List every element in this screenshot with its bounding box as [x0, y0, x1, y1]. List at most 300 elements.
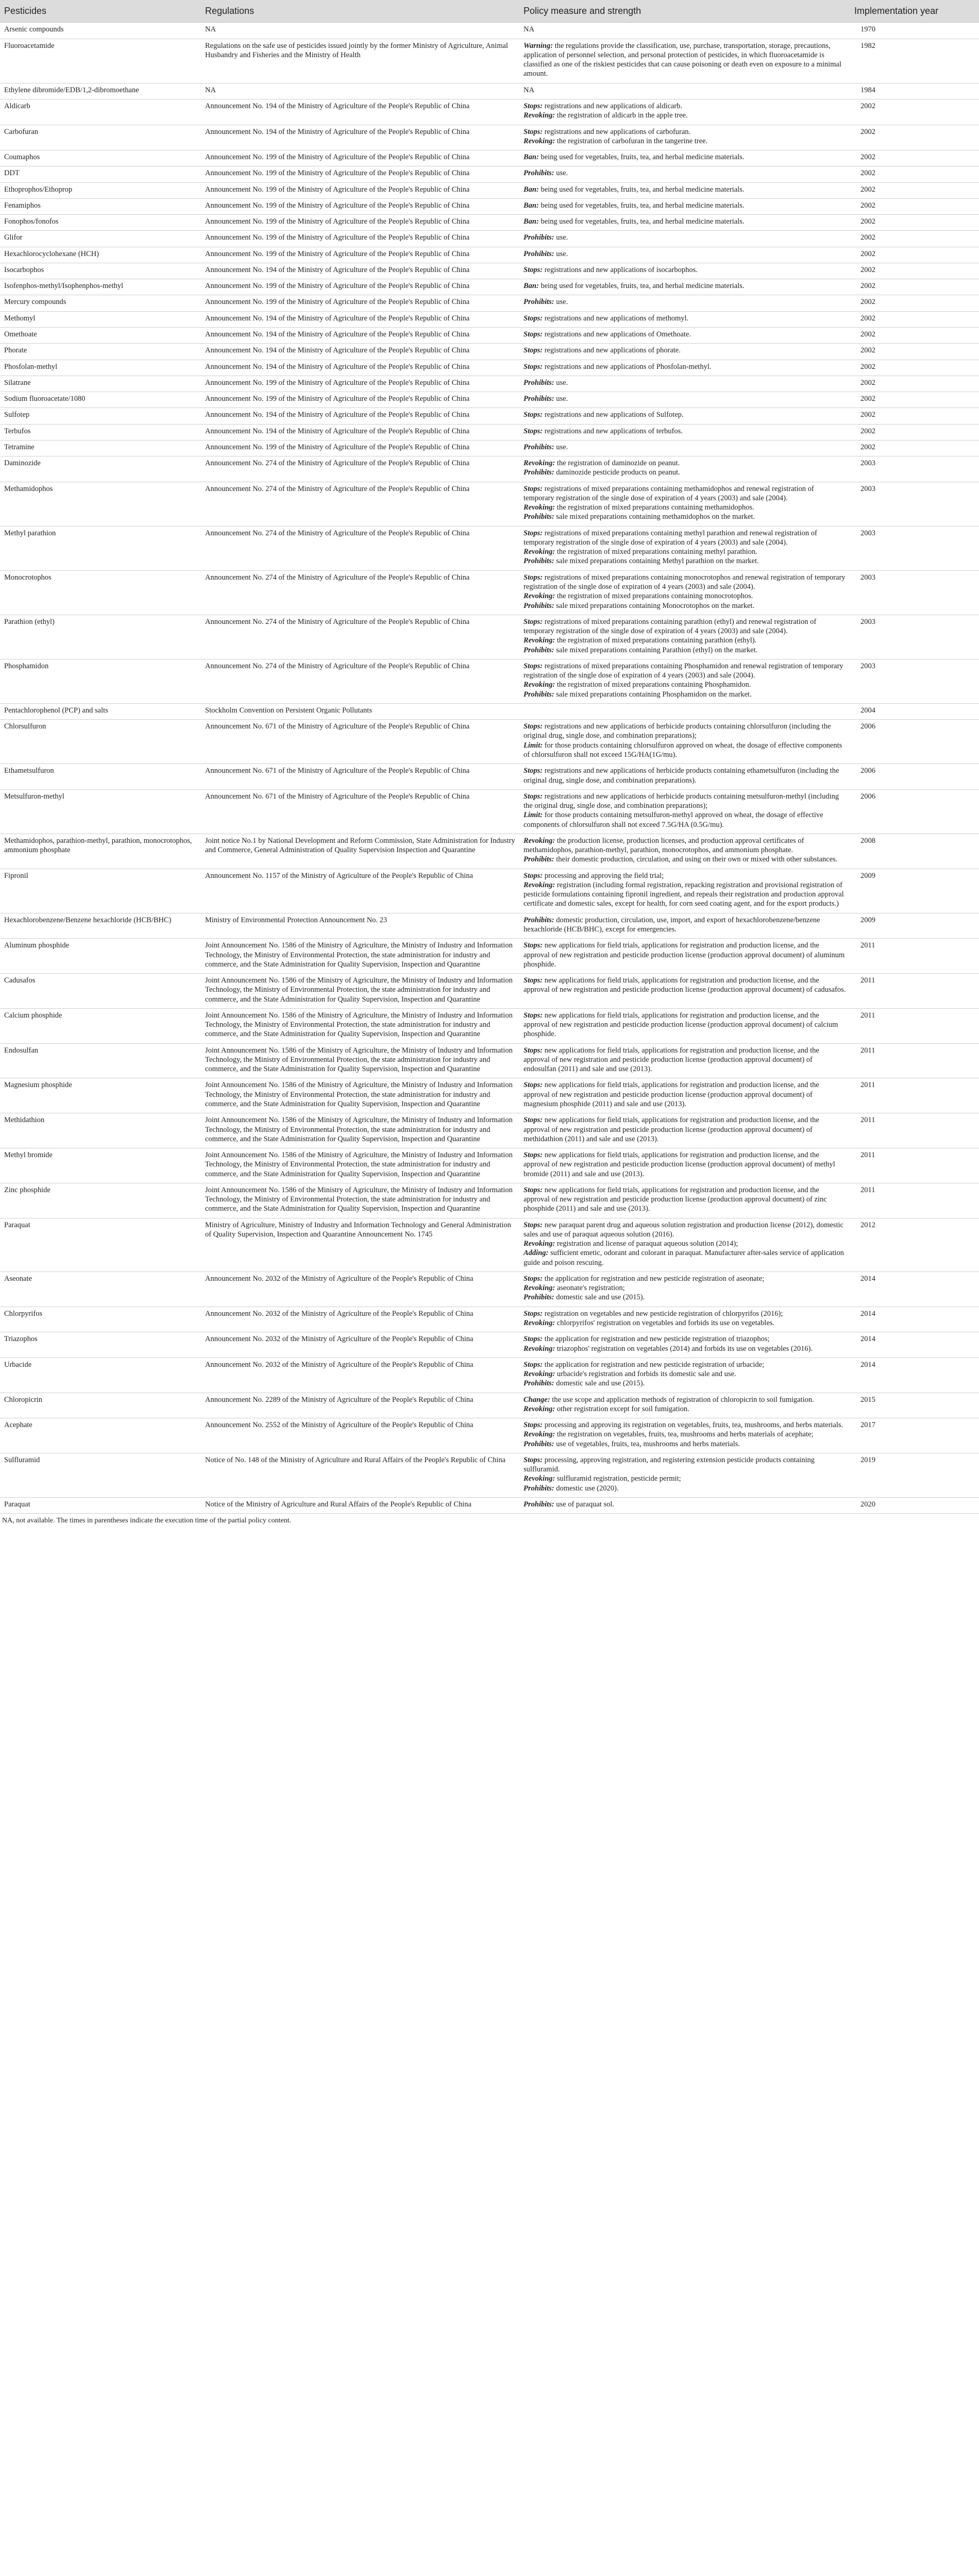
- policy-keyword: Stops:: [524, 767, 543, 775]
- policy-text: the use scope and application methods of registration of chloropicrin to soil fumigation.: [550, 1395, 814, 1404]
- policy-keyword: Prohibits:: [524, 557, 554, 566]
- regulation-cell: Announcement No. 274 of the Ministry of Agriculture of the People's Republic of China: [201, 482, 519, 526]
- implementation-year-cell: 2011: [850, 1008, 979, 1043]
- policy-keyword: Ban:: [524, 201, 539, 210]
- policy-line: [524, 1455, 846, 1475]
- table-row: [0, 764, 979, 790]
- regulation-cell: Announcement No. 274 of the Ministry of Agriculture of the People's Republic of China: [201, 615, 519, 659]
- policy-line: [524, 880, 846, 909]
- policy-line: [524, 111, 846, 120]
- policy-keyword: Revoking:: [524, 1370, 555, 1379]
- policy-line: [524, 1369, 846, 1379]
- policy-text: sufficient emetic, odorant and colorant in paraquat. Manufacturer after-sales service of application guide and poison rescuing.: [524, 1249, 844, 1267]
- pesticide-name-cell: Tetramine: [0, 440, 201, 456]
- policy-measure-cell: [519, 456, 850, 482]
- policy-text: being used for vegetables, fruits, tea, and herbal medicine materials.: [538, 185, 745, 194]
- policy-line: [524, 1115, 846, 1144]
- policy-text: the production license, production licenses, and production approval certificates of methamidophos, parathion-methyl, parathion, monocrotophos, and ammonium phosphate.: [524, 836, 804, 855]
- pesticide-name-cell: Zinc phosphide: [0, 1183, 201, 1218]
- regulation-cell: Joint Announcement No. 1586 of the Ministry of Agriculture, the Ministry of Industry and Information Technology, the Ministry of Environmental Protection, the state administration for industry and commerce, and the State Administration for Quality Supervision, Inspection and Quarantine: [201, 1148, 519, 1183]
- policy-keyword: Revoking:: [524, 880, 555, 889]
- policy-text: processing and approving the field trial;: [543, 871, 664, 880]
- implementation-year-cell: 2012: [850, 1218, 979, 1272]
- policy-text: other registration except for soil fumigation.: [555, 1404, 689, 1413]
- implementation-year-cell: 2003: [850, 615, 979, 659]
- policy-text: registrations and new applications of Omethoate.: [543, 330, 691, 338]
- policy-line: [524, 1011, 846, 1039]
- policy-text: domestic sale and use (2015).: [554, 1293, 645, 1302]
- implementation-year-cell: 2011: [850, 939, 979, 974]
- policy-keyword: Stops:: [524, 529, 543, 537]
- policy-measure-cell: [519, 764, 850, 790]
- policy-measure-cell: [519, 703, 850, 719]
- policy-measure-cell: [519, 939, 850, 974]
- policy-keyword: Revoking:: [524, 1240, 555, 1248]
- policy-keyword: Revoking:: [524, 1344, 555, 1353]
- policy-text: use.: [554, 233, 568, 242]
- implementation-year-cell: 2002: [850, 279, 979, 295]
- policy-keyword: Stops:: [524, 1221, 543, 1229]
- policy-text: new applications for field trials, applications for registration and production license, and the approval of new registration and pesticide production license (production approval document) of cadusafos.: [524, 976, 846, 994]
- table-row: [0, 1358, 979, 1393]
- implementation-year-cell: 2002: [850, 344, 979, 360]
- implementation-year-cell: 2002: [850, 198, 979, 214]
- policy-measure-cell: [519, 1113, 850, 1148]
- table-row: [0, 263, 979, 279]
- table-row: [0, 295, 979, 311]
- policy-text: new applications for field trials, applications for registration and production license, and the approval of new registration and pesticide production license (production approval document) of calcium phosphide.: [524, 1011, 838, 1039]
- regulation-cell: Announcement No. 199 of the Ministry of Agriculture of the People's Republic of China: [201, 247, 519, 263]
- table-row: [0, 279, 979, 295]
- policy-text: registrations and new applications of herbicide products containing chlorsulfuron (including the original drug, single dose, and combination preparations);: [524, 722, 831, 740]
- policy-text: the registration of mixed preparations containing methyl parathion.: [555, 548, 757, 556]
- policy-keyword: Prohibits:: [524, 690, 554, 699]
- policy-line: [524, 330, 846, 339]
- table-row: [0, 231, 979, 247]
- table-row: [0, 83, 979, 99]
- policy-keyword: Prohibits:: [524, 298, 554, 307]
- implementation-year-cell: 2002: [850, 150, 979, 166]
- policy-text: for those products containing metsulfuron-methyl approved on wheat, the dosage of effective components of chlorsulfuron shall not exceed 7.5G/HA (0.5G/mu).: [524, 811, 823, 829]
- regulation-cell: Announcement No. 1157 of the Ministry of Agriculture of the People's Republic of China: [201, 869, 519, 913]
- implementation-year-cell: 2014: [850, 1272, 979, 1307]
- pesticide-name-cell: Aseonate: [0, 1272, 201, 1307]
- pesticide-name-cell: Ethylene dibromide/EDB/1,2-dibromoethane: [0, 83, 201, 99]
- policy-text: daminozide pesticide products on peanut.: [554, 468, 680, 477]
- policy-measure-cell: [519, 526, 850, 570]
- policy-line: [524, 1283, 846, 1293]
- implementation-year-cell: 2006: [850, 764, 979, 790]
- pesticide-name-cell: Glifor: [0, 231, 201, 247]
- implementation-year-cell: 2002: [850, 215, 979, 231]
- policy-measure-cell: [519, 1358, 850, 1393]
- policy-keyword: Stops:: [524, 1274, 543, 1283]
- regulation-cell: Joint Announcement No. 1586 of the Ministry of Agriculture, the Ministry of Industry and Information Technology, the Ministry of Environmental Protection, the state administration for industry and commerce, and the State Administration for Quality Supervision, Inspection and Quarantine: [201, 1078, 519, 1113]
- policy-keyword: Prohibits:: [524, 378, 554, 387]
- policy-text: registrations and new applications of herbicide products containing metsulfuron-methyl (including the original drug, single dose, and combination preparations);: [524, 792, 839, 810]
- policy-measure-cell: [519, 615, 850, 659]
- policy-keyword: Stops:: [524, 573, 543, 582]
- table-header-row: [0, 0, 979, 23]
- policy-text: sale mixed preparations containing Parathion (ethyl) on the market.: [554, 646, 758, 654]
- pesticide-name-cell: Calcium phosphide: [0, 1008, 201, 1043]
- policy-text: registrations and new applications of Phosfolan-methyl.: [543, 362, 712, 371]
- policy-measure-cell: [519, 231, 850, 247]
- policy-line: [524, 185, 846, 194]
- policy-line: [524, 1360, 846, 1369]
- policy-line: [524, 810, 846, 829]
- table-row: [0, 1393, 979, 1418]
- policy-line: [524, 1185, 846, 1214]
- policy-text: domestic sale and use (2015).: [554, 1379, 645, 1388]
- pesticide-name-cell: Pentachlorophenol (PCP) and salts: [0, 703, 201, 719]
- pesticide-name-cell: Fluoroacetamide: [0, 39, 201, 83]
- regulation-cell: Announcement No. 274 of the Ministry of Agriculture of the People's Republic of China: [201, 570, 519, 615]
- table-body: [0, 23, 979, 1514]
- implementation-year-cell: 2002: [850, 408, 979, 424]
- policy-keyword: Revoking:: [524, 111, 555, 120]
- policy-keyword: Ban:: [524, 185, 539, 194]
- regulation-cell: Announcement No. 194 of the Ministry of Agriculture of the People's Republic of China: [201, 125, 519, 150]
- policy-text: the registration of mixed preparations containing parathion (ethyl).: [555, 636, 757, 645]
- policy-text: the registration of mixed preparations containing methamidophos.: [555, 503, 754, 512]
- table-row: [0, 1043, 979, 1078]
- policy-keyword: Prohibits:: [524, 513, 554, 521]
- implementation-year-cell: 1982: [850, 39, 979, 83]
- policy-line: [524, 680, 846, 689]
- regulation-cell: Announcement No. 671 of the Ministry of Agriculture of the People's Republic of China: [201, 789, 519, 834]
- pesticide-name-cell: Methamidophos: [0, 482, 201, 526]
- regulation-cell: Announcement No. 2552 of the Ministry of Agriculture of the People's Republic of China: [201, 1418, 519, 1453]
- implementation-year-cell: 2002: [850, 247, 979, 263]
- implementation-year-cell: 2009: [850, 913, 979, 939]
- policy-keyword: Prohibits:: [524, 169, 554, 178]
- policy-keyword: Stops:: [524, 662, 543, 670]
- policy-keyword: Revoking:: [524, 681, 555, 689]
- table-row: [0, 789, 979, 834]
- policy-line: [524, 1293, 846, 1302]
- policy-measure-cell: [519, 869, 850, 913]
- table-row: [0, 99, 979, 125]
- policy-keyword: Revoking:: [524, 503, 555, 512]
- policy-keyword: Stops:: [524, 871, 543, 880]
- policy-keyword: Prohibits:: [524, 601, 554, 610]
- policy-line: [524, 1430, 846, 1439]
- regulation-cell: Announcement No. 199 of the Ministry of Agriculture of the People's Republic of China: [201, 231, 519, 247]
- regulation-cell: Joint Announcement No. 1586 of the Ministry of Agriculture, the Ministry of Industry and Information Technology, the Ministry of Environmental Protection, the state administration for industry and commerce, and the State Administration for Quality Supervision, Inspection and Quarantine: [201, 1043, 519, 1078]
- regulation-cell: Announcement No. 199 of the Ministry of Agriculture of the People's Republic of China: [201, 215, 519, 231]
- policy-measure-cell: [519, 1078, 850, 1113]
- header-regulations: Regulations: [201, 0, 519, 23]
- pesticide-name-cell: Methyl bromide: [0, 1148, 201, 1183]
- policy-line: [524, 722, 846, 741]
- regulation-cell: Ministry of Agriculture, Ministry of Industry and Information Technology and General Administration of Quality Supervision, Inspection and Quarantine Announcement No. 1745: [201, 1218, 519, 1272]
- policy-line: [524, 101, 846, 111]
- policy-text: registrations and new applications of terbufos.: [543, 427, 683, 435]
- policy-text: registrations of mixed preparations containing monocrotophos and renewal registration of temporary registration of the single dose of expiration of 4 years (2003) and sale (2004).: [524, 573, 846, 591]
- policy-text: registrations and new applications of isocarbophos.: [543, 265, 698, 274]
- regulation-cell: Announcement No. 2289 of the Ministry of Agriculture of the People's Republic of China: [201, 1393, 519, 1418]
- policy-line: [524, 378, 846, 387]
- policy-line: [524, 1500, 846, 1509]
- pesticide-name-cell: Methamidophos, parathion-methyl, parathion, monocrotophos, ammonium phosphate: [0, 834, 201, 869]
- regulation-cell: Announcement No. 199 of the Ministry of Agriculture of the People's Republic of China: [201, 440, 519, 456]
- pesticide-name-cell: Hexachlorocyclohexane (HCH): [0, 247, 201, 263]
- policy-text: triazophos' registration on vegetables (2014) and forbids its use on vegetables (2016).: [555, 1344, 813, 1353]
- table-row: [0, 1148, 979, 1183]
- policy-line: [524, 137, 846, 146]
- pesticide-name-cell: Coumaphos: [0, 150, 201, 166]
- policy-line: [524, 1404, 846, 1414]
- policy-line: [524, 1439, 846, 1449]
- policy-measure-cell: [519, 327, 850, 343]
- table-row: [0, 327, 979, 343]
- pesticide-name-cell: Aluminum phosphide: [0, 939, 201, 974]
- implementation-year-cell: 2014: [850, 1332, 979, 1358]
- policy-text: aseonate's registration;: [555, 1284, 625, 1293]
- policy-line: [524, 636, 846, 645]
- policy-line: [524, 41, 846, 79]
- regulation-cell: Announcement No. 194 of the Ministry of Agriculture of the People's Republic of China: [201, 263, 519, 279]
- pesticide-name-cell: Ethoprophos/Ethoprop: [0, 182, 201, 198]
- policy-text: new paraquat parent drug and aqueous solution registration and production license (2012), domestic sales and use of paraquat aqueous solution (2016).: [524, 1221, 843, 1239]
- implementation-year-cell: 2002: [850, 182, 979, 198]
- table-row: [0, 482, 979, 526]
- table-row: [0, 1008, 979, 1043]
- pesticide-name-cell: Sulfluramid: [0, 1453, 201, 1497]
- policy-keyword: Stops:: [524, 127, 543, 136]
- policy-text: the application for registration and new pesticide registration of urbacide;: [543, 1360, 765, 1369]
- pesticide-name-cell: Paraquat: [0, 1218, 201, 1272]
- policy-line: [524, 484, 846, 503]
- regulation-cell: Joint Announcement No. 1586 of the Ministry of Agriculture, the Ministry of Industry and Information Technology, the Ministry of Environmental Protection, the state administration for industry and commerce, and the State Administration for Quality Supervision, Inspection and Quarantine: [201, 1008, 519, 1043]
- policy-line: [524, 529, 846, 548]
- policy-text: sale mixed preparations containing methamidophos on the market.: [554, 513, 755, 521]
- policy-line: [524, 281, 846, 291]
- policy-line: [524, 1474, 846, 1483]
- regulation-cell: Announcement No. 199 of the Ministry of Agriculture of the People's Republic of China: [201, 182, 519, 198]
- policy-measure-cell: [519, 424, 850, 440]
- implementation-year-cell: 2002: [850, 311, 979, 327]
- policy-measure-cell: [519, 720, 850, 764]
- regulation-cell: Notice of No. 148 of the Ministry of Agriculture and Rural Affairs of the People's Republic of China: [201, 1453, 519, 1497]
- policy-line: [524, 1334, 846, 1344]
- implementation-year-cell: 2002: [850, 392, 979, 408]
- policy-keyword: Stops:: [524, 1309, 543, 1318]
- policy-line: [524, 1318, 846, 1328]
- policy-keyword: Stops:: [524, 330, 543, 338]
- policy-keyword: Revoking:: [524, 636, 555, 645]
- table-row: [0, 869, 979, 913]
- policy-text: their domestic production, circulation, and using on their own or mixed with other substances.: [554, 855, 838, 864]
- table-row: [0, 974, 979, 1009]
- table-row: [0, 456, 979, 482]
- policy-measure-cell: [519, 247, 850, 263]
- policy-measure-cell: [519, 440, 850, 456]
- policy-measure-cell: [519, 482, 850, 526]
- policy-line: [524, 1221, 846, 1240]
- regulation-cell: Regulations on the safe use of pesticides issued jointly by the former Ministry of Agriculture, Animal Husbandry and Fisheries and the Ministry of Health: [201, 39, 519, 83]
- policy-keyword: Revoking:: [524, 548, 555, 556]
- table-row: [0, 1218, 979, 1272]
- policy-text: use.: [554, 443, 568, 451]
- policy-text: NA: [524, 25, 534, 34]
- policy-line: [524, 127, 846, 137]
- policy-keyword: Prohibits:: [524, 1379, 554, 1388]
- policy-text: the registration on vegetables, fruits, tea, mushrooms and herbs materials of acephate;: [555, 1430, 814, 1439]
- policy-text: new applications for field trials, applications for registration and production license, and the approval of new registration and pesticide production license (production approval document) of methidathion (2011) and sale and use (2013).: [524, 1116, 819, 1143]
- policy-text: domestic production, circulation, use, import, and export of hexachlorobenzene/benzene hexachloride (HCB/BHC), except for emergencies.: [524, 916, 820, 934]
- policy-measure-cell: [519, 1043, 850, 1078]
- policy-measure-cell: [519, 1008, 850, 1043]
- policy-text: registrations of mixed preparations containing parathion (ethyl) and renewal registration of temporary registration of the single dose of expiration of 4 years (2003) and sale (2004).: [524, 617, 817, 636]
- implementation-year-cell: 2002: [850, 376, 979, 392]
- policy-keyword: Prohibits:: [524, 249, 554, 258]
- table-row: [0, 526, 979, 570]
- policy-keyword: Prohibits:: [524, 916, 554, 924]
- pesticide-name-cell: Paraquat: [0, 1498, 201, 1514]
- policy-text: processing and approving its registration on vegetables, fruits, tea, mushrooms, and herbs materials.: [543, 1421, 843, 1430]
- policy-keyword: Revoking:: [524, 459, 555, 468]
- pesticide-name-cell: Chloropicrin: [0, 1393, 201, 1418]
- implementation-year-cell: 2002: [850, 99, 979, 125]
- table-row: [0, 247, 979, 263]
- policy-keyword: Ban:: [524, 153, 539, 162]
- table-row: [0, 939, 979, 974]
- policy-text: registrations and new applications of phorate.: [543, 346, 681, 355]
- policy-text: being used for vegetables, fruits, tea, and herbal medicine materials.: [538, 282, 745, 291]
- pesticide-name-cell: Aldicarb: [0, 99, 201, 125]
- policy-line: [524, 86, 846, 95]
- implementation-year-cell: 2004: [850, 703, 979, 719]
- pesticide-name-cell: Chlorpyrifos: [0, 1307, 201, 1332]
- policy-line: [524, 152, 846, 162]
- table-row: [0, 344, 979, 360]
- policy-line: [524, 617, 846, 636]
- policy-text: use.: [554, 169, 568, 178]
- pesticide-name-cell: Carbofuran: [0, 125, 201, 150]
- regulation-cell: Announcement No. 194 of the Ministry of Agriculture of the People's Republic of China: [201, 344, 519, 360]
- implementation-year-cell: 2002: [850, 440, 979, 456]
- policy-keyword: Stops:: [524, 1455, 543, 1464]
- pesticide-name-cell: Phosfolan-methyl: [0, 360, 201, 376]
- regulation-cell: Ministry of Environmental Protection Announcement No. 23: [201, 913, 519, 939]
- policy-measure-cell: [519, 1453, 850, 1497]
- pesticide-name-cell: Hexachlorobenzene/Benzene hexachloride (HCB/BHC): [0, 913, 201, 939]
- policy-keyword: Stops:: [524, 1046, 543, 1055]
- policy-text: chlorpyrifos' registration on vegetables and forbids its use on vegetables.: [555, 1319, 775, 1328]
- policy-line: [524, 976, 846, 995]
- regulation-cell: Stockholm Convention on Persistent Organic Pollutants: [201, 703, 519, 719]
- pesticide-name-cell: Chlorsulfuron: [0, 720, 201, 764]
- regulation-cell: Joint Announcement No. 1586 of the Ministry of Agriculture, the Ministry of Industry and Information Technology, the Ministry of Environmental Protection, the state administration for industry and commerce, and the State Administration for Quality Supervision, Inspection and Quarantine: [201, 1113, 519, 1148]
- regulation-cell: Announcement No. 671 of the Ministry of Agriculture of the People's Republic of China: [201, 720, 519, 764]
- regulation-cell: Announcement No. 2032 of the Ministry of Agriculture of the People's Republic of China: [201, 1332, 519, 1358]
- policy-text: sale mixed preparations containing Phosphamidon on the market.: [554, 690, 752, 699]
- implementation-year-cell: 2003: [850, 570, 979, 615]
- policy-line: [524, 547, 846, 556]
- pesticide-name-cell: Parathion (ethyl): [0, 615, 201, 659]
- pesticide-name-cell: Sodium fluoroacetate/1080: [0, 392, 201, 408]
- policy-text: being used for vegetables, fruits, tea, and herbal medicine materials.: [538, 217, 745, 226]
- policy-text: registrations and new applications of herbicide products containing ethametsulfuron (including the original drug, single dose, and combination preparations).: [524, 767, 839, 785]
- policy-line: [524, 871, 846, 880]
- policy-measure-cell: [519, 789, 850, 834]
- policy-line: [524, 690, 846, 699]
- policy-line: [524, 601, 846, 611]
- policy-text: being used for vegetables, fruits, tea, and herbal medicine materials.: [538, 201, 745, 210]
- policy-line: [524, 503, 846, 512]
- policy-keyword: Stops:: [524, 1421, 543, 1430]
- pesticide-name-cell: Phorate: [0, 344, 201, 360]
- policy-text: use.: [554, 378, 568, 387]
- policy-keyword: Adding:: [524, 1249, 549, 1258]
- policy-measure-cell: [519, 913, 850, 939]
- pesticide-name-cell: Ethametsulfuron: [0, 764, 201, 790]
- regulation-cell: Announcement No. 194 of the Ministry of Agriculture of the People's Republic of China: [201, 99, 519, 125]
- policy-keyword: Stops:: [524, 314, 543, 323]
- policy-text: the registration of mixed preparations containing monocrotophos.: [555, 592, 753, 601]
- pesticide-name-cell: Acephate: [0, 1418, 201, 1453]
- header-implementation-year: Implementation year: [850, 0, 979, 23]
- policy-measure-cell: [519, 1272, 850, 1307]
- regulation-cell: NA: [201, 83, 519, 99]
- regulation-cell: Announcement No. 199 of the Ministry of Agriculture of the People's Republic of China: [201, 150, 519, 166]
- implementation-year-cell: 2011: [850, 1043, 979, 1078]
- policy-text: for those products containing chlorsulfuron approved on wheat, the dosage of effective components of chlorsulfuron shall not exceed 15G/HA(1G/mu).: [524, 741, 842, 759]
- policy-measure-cell: [519, 408, 850, 424]
- regulation-cell: Joint Announcement No. 1586 of the Ministry of Agriculture, the Ministry of Industry and Information Technology, the Ministry of Environmental Protection, the state administration for industry and commerce, and the State Administration for Quality Supervision, Inspection and Quarantine: [201, 939, 519, 974]
- regulation-cell: Announcement No. 199 of the Ministry of Agriculture of the People's Republic of China: [201, 279, 519, 295]
- table-row: [0, 1453, 979, 1497]
- policy-text: use.: [554, 298, 568, 307]
- policy-keyword: Prohibits:: [524, 1439, 554, 1448]
- regulation-cell: Announcement No. 194 of the Ministry of Agriculture of the People's Republic of China: [201, 311, 519, 327]
- policy-measure-cell: [519, 295, 850, 311]
- regulation-cell: Announcement No. 194 of the Ministry of Agriculture of the People's Republic of China: [201, 424, 519, 440]
- policy-text: new applications for field trials, applications for registration and production license, and the approval of new registration and pesticide production license (production approval document) of magnesium phosphide (2011) and sale and use (2013).: [524, 1081, 819, 1108]
- policy-text: use of vegetables, fruits, tea, mushrooms and herbs materials.: [554, 1439, 740, 1448]
- policy-text: sale mixed preparations containing Methyl parathion on the market.: [554, 557, 759, 566]
- policy-line: [524, 443, 846, 452]
- policy-line: [524, 468, 846, 477]
- table-row: [0, 408, 979, 424]
- policy-keyword: Prohibits:: [524, 395, 554, 403]
- table-row: [0, 198, 979, 214]
- table-row: [0, 1113, 979, 1148]
- policy-line: [524, 1080, 846, 1109]
- policy-measure-cell: [519, 150, 850, 166]
- table-row: [0, 360, 979, 376]
- policy-text: urbacide's registration and forbids its domestic sale and use.: [555, 1370, 736, 1379]
- policy-measure-cell: [519, 376, 850, 392]
- header-pesticides: Pesticides: [0, 0, 201, 23]
- policy-keyword: Stops:: [524, 411, 543, 419]
- policy-line: [524, 346, 846, 355]
- policy-measure-cell: [519, 1183, 850, 1218]
- policy-line: [524, 1309, 846, 1318]
- policy-keyword: Stops:: [524, 1081, 543, 1090]
- policy-text: registrations of mixed preparations containing methyl parathion and renewal registration of temporary registration of the single dose of expiration of 4 years (2003) and sale (2004).: [524, 529, 817, 547]
- regulation-cell: Announcement No. 194 of the Ministry of Agriculture of the People's Republic of China: [201, 408, 519, 424]
- implementation-year-cell: 2002: [850, 166, 979, 182]
- policy-text: use.: [554, 395, 568, 403]
- policy-measure-cell: [519, 263, 850, 279]
- table-row: [0, 311, 979, 327]
- policy-line: [524, 1150, 846, 1179]
- regulation-cell: Notice of the Ministry of Agriculture and Rural Affairs of the People's Republic of China: [201, 1498, 519, 1514]
- policy-line: [524, 1248, 846, 1267]
